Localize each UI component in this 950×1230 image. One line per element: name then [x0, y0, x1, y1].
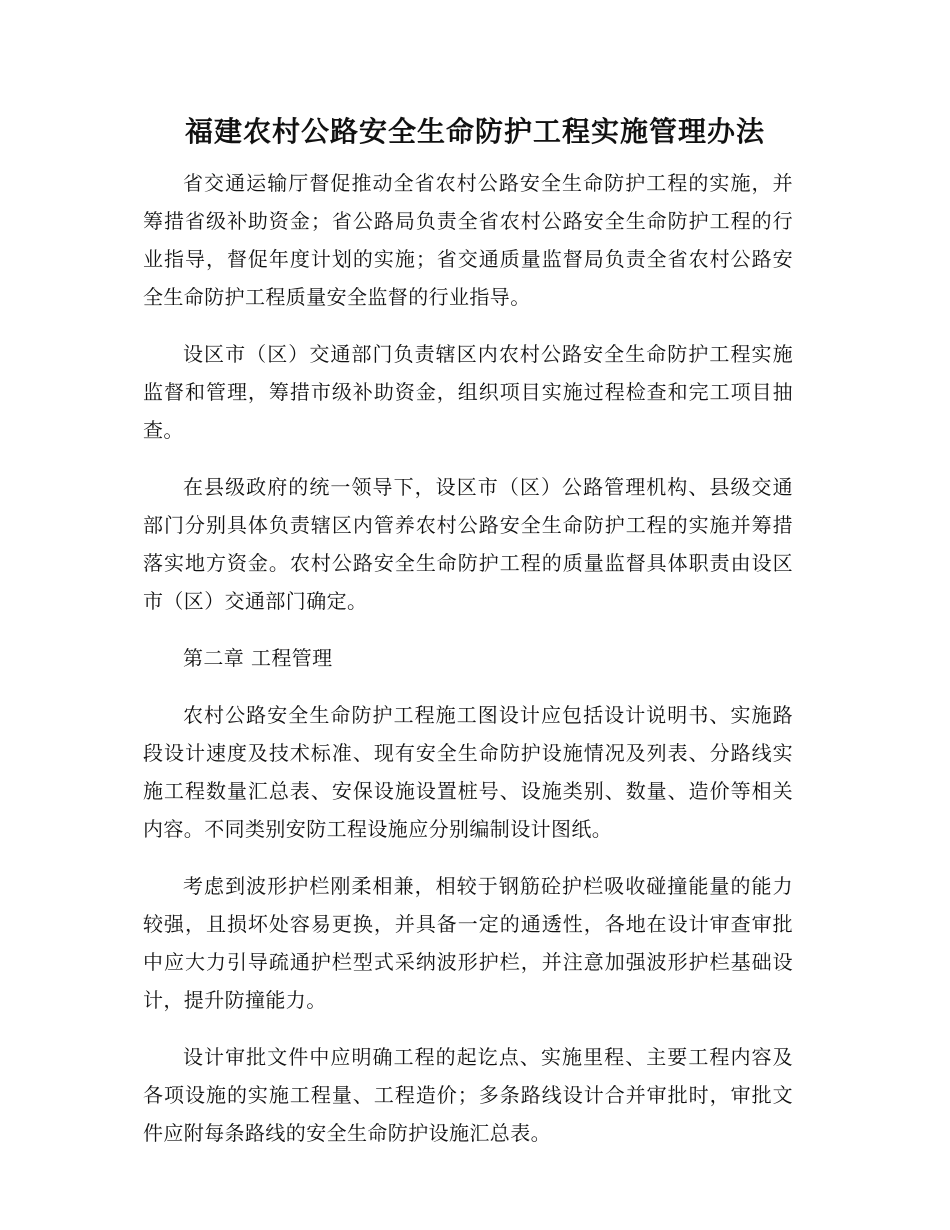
- paragraph-responsibilities-city: 设区市（区）交通部门负责辖区内农村公路安全生命防护工程实施监督和管理，筹措市级补助资金，组织项目实施过程检查和完工项目抽查。: [143, 342, 793, 442]
- document-body: [143, 164, 793, 1171]
- chapter-heading: 第二章 工程管理: [183, 646, 333, 670]
- paragraph-approval-documents: 设计审批文件中应明确工程的起讫点、实施里程、主要工程内容及各项设施的实施工程量、工程造价；多条路线设计合并审批时，审批文件应附每条路线的安全生命防护设施汇总表。: [143, 1045, 793, 1145]
- paragraph-guardrail-design: 考虑到波形护栏刚柔相兼，相较于钢筋砼护栏吸收碰撞能量的能力较强，且损坏处容易更换，并具备一定的通透性，各地在设计审查审批中应大力引导疏通护栏型式采纳波形护栏，并注意加强波形护栏基础设计，提升防撞能力。: [143, 874, 793, 1012]
- document-title: 福建农村公路安全生命防护工程实施管理办法: [184, 115, 765, 148]
- paragraph-responsibilities-county: 在县级政府的统一领导下，设区市（区）公路管理机构、县级交通部门分别具体负责辖区内管养农村公路安全生命防护工程的实施并筹措落实地方资金。农村公路安全生命防护工程的质量监督具体职责由设区市（区）交通部门确定。: [143, 475, 793, 613]
- paragraph-design-content: 农村公路安全生命防护工程施工图设计应包括设计说明书、实施路段设计速度及技术标准、现有安全生命防护设施情况及列表、分路线实施工程数量汇总表、安保设施设置桩号、设施类别、数量、造价等相关内容。不同类别安防工程设施应分别编制设计图纸。: [143, 703, 793, 841]
- paragraph-responsibilities-province: 省交通运输厅督促推动全省农村公路安全生命防护工程的实施，并筹措省级补助资金；省公路局负责全省农村公路安全生命防护工程的行业指导，督促年度计划的实施；省交通质量监督局负责全省农村公路安全生命防护工程质量安全监督的行业指导。: [143, 171, 793, 309]
